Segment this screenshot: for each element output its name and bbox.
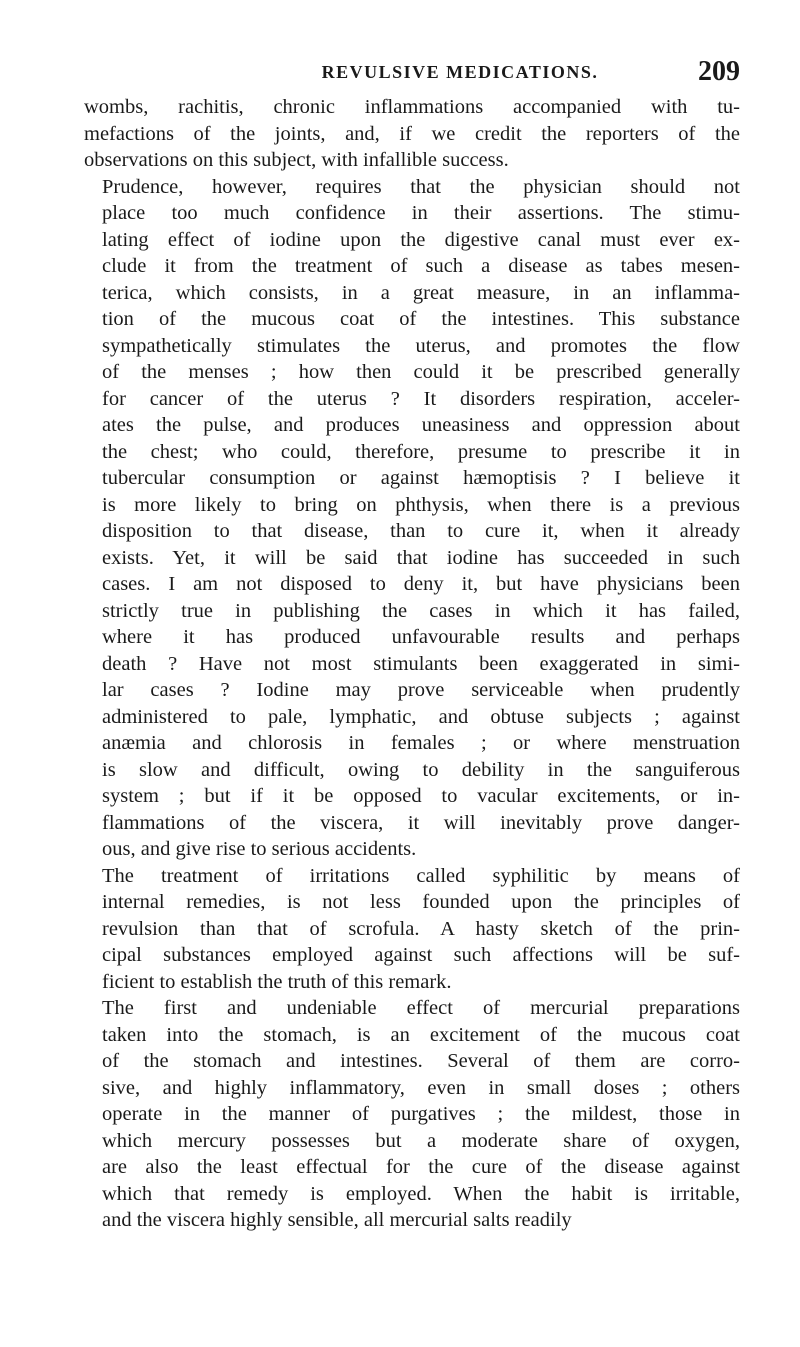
text-line: ficient to establish the truth of this remark. xyxy=(102,970,452,993)
text-line: sympathetically stimulates the uterus, and promotes the flow xyxy=(102,334,740,357)
text-line: are also the least effectual for the cure of the disease against xyxy=(102,1156,740,1178)
text-line: clude it from the treatment of such a disease as tabes mesen- xyxy=(102,255,740,277)
text-line: operate in the manner of purgatives ; the mildest, those in xyxy=(102,1103,740,1125)
text-line: Prudence, however, requires that the physician should not xyxy=(102,175,740,198)
text-line: lating effect of iodine upon the digestive canal must ever ex- xyxy=(102,228,740,251)
text-line: which that remedy is employed. When the habit is irritable, xyxy=(102,1182,740,1205)
text-line: terica, which consists, in a great measure, in an inflamma- xyxy=(102,281,740,304)
text-line: taken into the stomach, is an excitement of the mucous coat xyxy=(102,1023,740,1046)
text-line: the chest; who could, therefore, presume to prescribe it in xyxy=(102,440,740,463)
text-line: place too much confidence in their assertions. The stimu- xyxy=(102,202,740,224)
text-line: exists. Yet, it will be said that iodine has succeeded in such xyxy=(102,546,740,569)
text-line: for cancer of the uterus ? It disorders respiration, acceler- xyxy=(102,387,740,410)
text-line: The treatment of irritations called syphilitic by means of xyxy=(102,864,740,887)
text-line: internal remedies, is not less founded upon the principles of xyxy=(102,891,740,913)
text-line: flammations of the viscera, it will inevitably prove danger- xyxy=(102,811,740,834)
text-line: is slow and difficult, owing to debility in the sanguiferous xyxy=(102,758,740,781)
running-head: REVULSIVE MEDICATIONS. xyxy=(321,62,599,82)
text-line: system ; but if it be opposed to vacular excitements, or in- xyxy=(102,785,740,807)
text-line: sive, and highly inflammatory, even in small doses ; others xyxy=(102,1076,740,1099)
text-line: cases. I am not disposed to deny it, but have physicians been xyxy=(102,573,740,595)
text-line: mefactions of the joints, and, if we credit the reporters of the xyxy=(84,122,740,145)
text-line: death ? Have not most stimulants been exaggerated in simi- xyxy=(102,652,740,675)
text-line: of the stomach and intestines. Several of them are corro- xyxy=(102,1050,740,1072)
text-line: revulsion than that of scrofula. A hasty sketch of the prin- xyxy=(102,917,740,940)
text-line: The first and undeniable effect of mercurial preparations xyxy=(102,997,740,1019)
text-line: and the viscera highly sensible, all mercurial salts readily xyxy=(102,1209,572,1231)
page-number: 209 xyxy=(698,56,740,87)
page-header xyxy=(60,56,740,96)
text-line: ates the pulse, and produces uneasiness and oppression about xyxy=(102,414,740,436)
text-line: tion of the mucous coat of the intestines. This substance xyxy=(102,308,740,330)
text-line: is more likely to bring on phthysis, when there is a previous xyxy=(102,493,740,516)
text-line: administered to pale, lymphatic, and obtuse subjects ; against xyxy=(102,705,740,728)
body-text xyxy=(84,94,740,1234)
paragraph-2 xyxy=(84,174,740,863)
text-line: observations on this subject, with infallible success. xyxy=(84,149,509,171)
paragraph-1 xyxy=(84,94,740,174)
text-line: lar cases ? Iodine may prove serviceable when prudently xyxy=(102,679,740,701)
paragraph-4 xyxy=(84,995,740,1234)
text-line: cipal substances employed against such affections will be suf- xyxy=(102,944,740,966)
text-line: ous, and give rise to serious accidents. xyxy=(102,838,417,860)
text-line: which mercury possesses but a moderate share of oxygen, xyxy=(102,1129,740,1152)
paragraph-3 xyxy=(84,863,740,996)
text-line: strictly true in publishing the cases in which it has failed, xyxy=(102,599,740,622)
text-line: tubercular consumption or against hæmoptisis ? I believe it xyxy=(102,467,740,489)
text-line: disposition to that disease, than to cure it, when it already xyxy=(102,520,740,542)
text-line: wombs, rachitis, chronic inflammations accompanied with tu- xyxy=(84,96,740,118)
text-line: anæmia and chlorosis in females ; or where menstruation xyxy=(102,732,740,754)
text-line: where it has produced unfavourable results and perhaps xyxy=(102,626,740,648)
text-line: of the menses ; how then could it be prescribed generally xyxy=(102,361,740,383)
